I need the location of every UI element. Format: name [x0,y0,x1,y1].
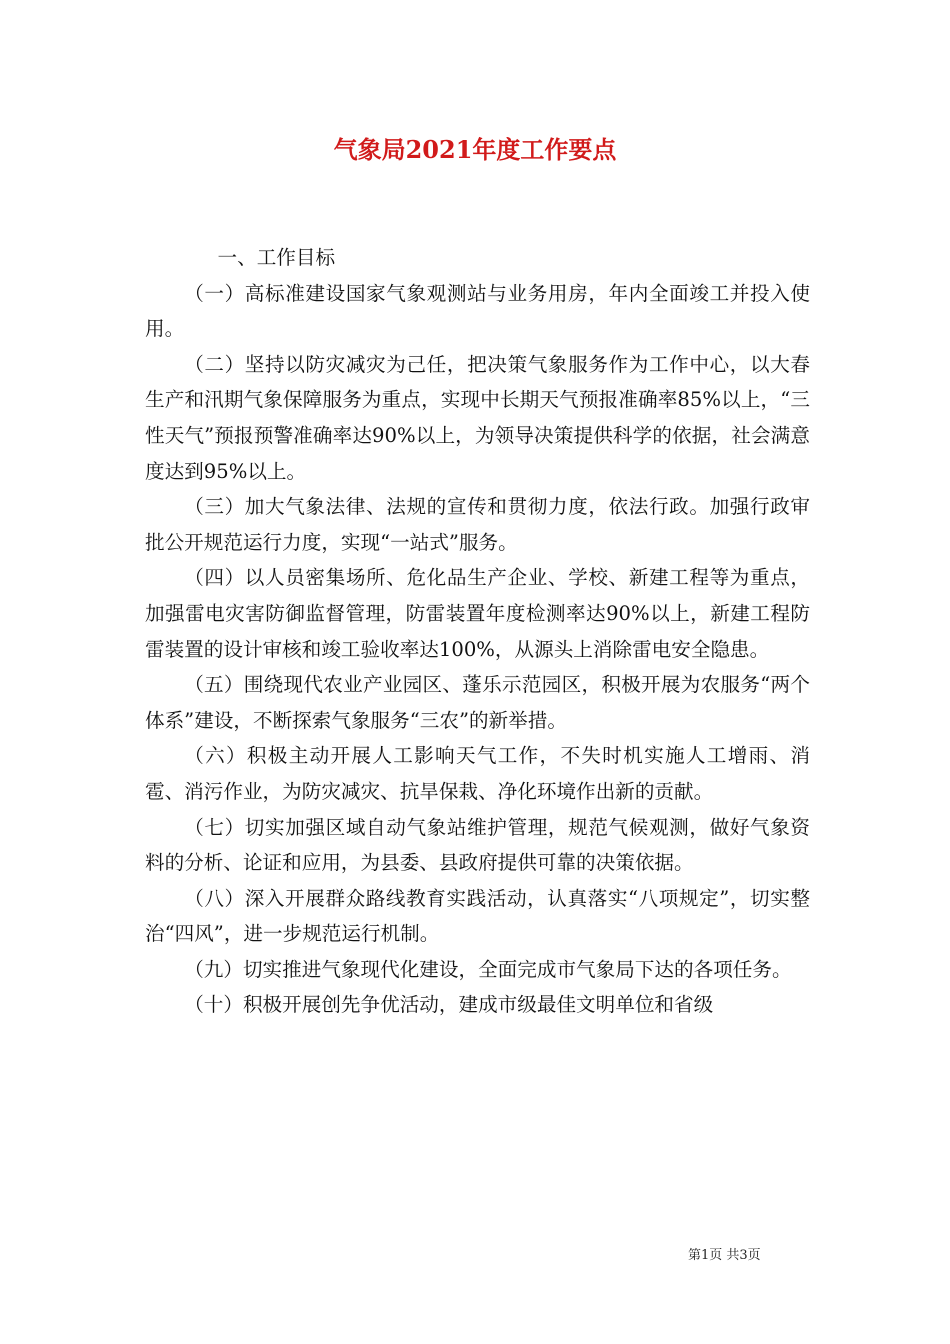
paragraph-5: （五）围绕现代农业产业园区、蓬乐示范园区，积极开展为农服务“两个体系”建设，不断探索气象服务“三农”的新举措。 [145,673,810,732]
paragraph-2: （二）坚持以防灾减灾为己任，把决策气象服务作为工作中心，以大春生产和汛期气象保障服务为重点，实现中长期天气预报准确率85%以上，“三性天气”预报预警准确率达90%以上，为领导决策提供科学的依据，社会满意度达到95%以上。 [145,352,810,483]
paragraph-10: （十）积极开展创先争优活动，建成市级最佳文明单位和省级 [184,993,714,1017]
paragraph-1: （一）高标准建设国家气象观测站与业务用房，年内全面竣工并投入使用。 [145,281,810,341]
document-body [145,240,810,1023]
paragraph-3: （三）加大气象法律、法规的宣传和贯彻力度，依法行政。加强行政审批公开规范运行力度，实现“一站式”服务。 [145,495,810,554]
paragraph-8: （八）深入开展群众路线教育实践活动，认真落实“八项规定”，切实整治“四风”，进一步规范运行机制。 [145,886,810,946]
page-indicator: 第1页 共3页 [688,1248,761,1263]
section-heading: 一、工作目标 [217,246,336,269]
paragraph-4: （四）以人员密集场所、危化品生产企业、学校、新建工程等为重点，加强雷电灾害防御监督管理，防雷装置年度检测率达90%以上，新建工程防雷装置的设计审核和竣工验收率达100%，从源头上消除雷电安全隐患。 [145,566,810,661]
paragraph-7: （七）切实加强区域自动气象站维护管理，规范气候观测，做好气象资料的分析、论证和应用，为县委、县政府提供可靠的决策依据。 [145,815,810,875]
paragraph-9: （九）切实推进气象现代化建设，全面完成市气象局下达的各项任务。 [184,957,792,981]
document-title: 气象局2021年度工作要点 [333,135,617,164]
paragraph-6: （六）积极主动开展人工影响天气工作，不失时机实施人工增雨、消雹、消污作业，为防灾减灾、抗旱保栽、净化环境作出新的贡献。 [145,744,810,803]
